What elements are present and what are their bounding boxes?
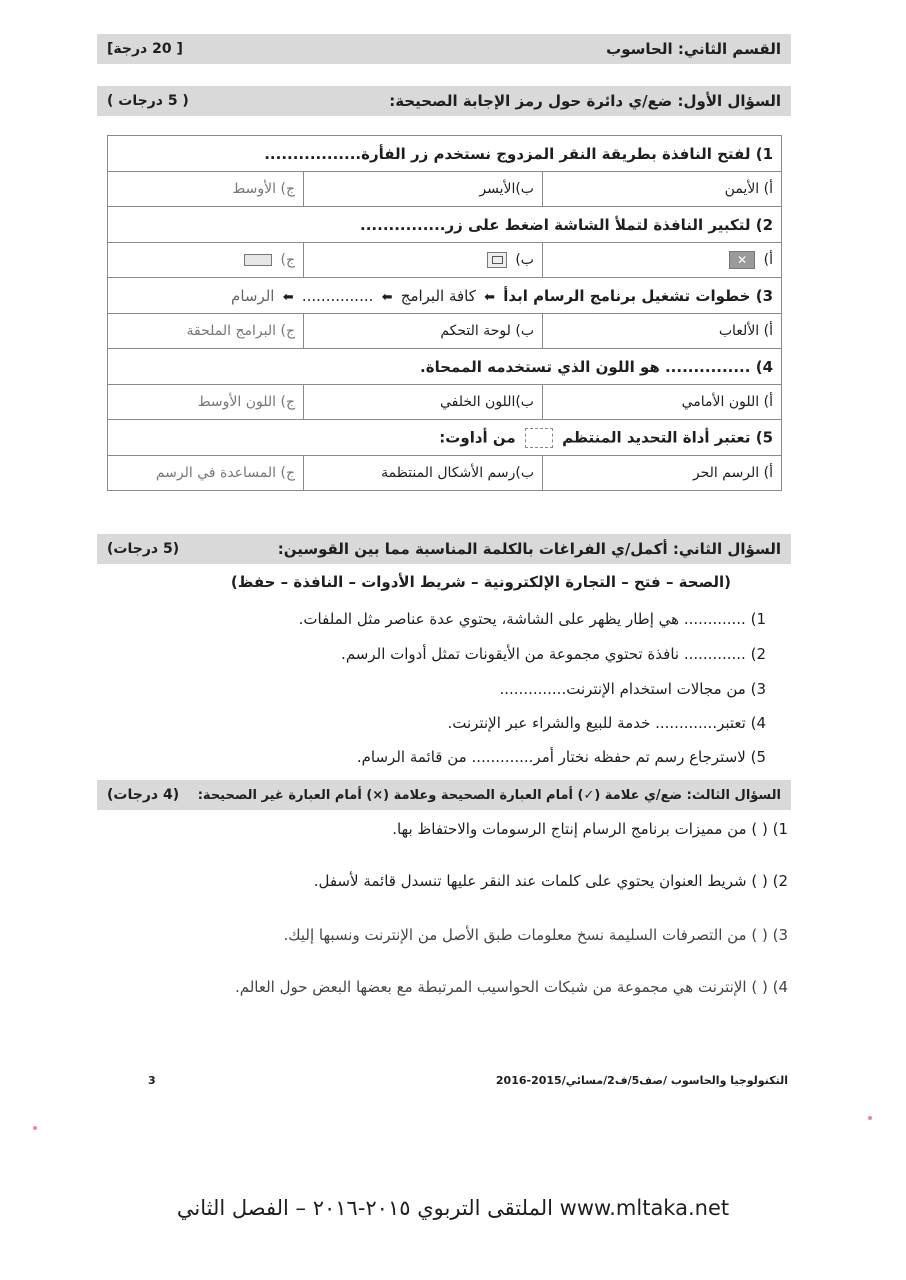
q1-item-5 xyxy=(108,420,782,456)
item-text: تعتبر أداة التحديد المنتظم xyxy=(562,428,751,446)
arrow-left-icon: ⬅ xyxy=(484,289,496,305)
q1-options-2 xyxy=(108,243,782,278)
q2-heading: السؤال الثاني: أكمل/ي الفراغات بالكلمة المناسبة مما بين القوسين: xyxy=(277,540,781,558)
section-marks: [ 20 درجة] xyxy=(107,41,183,57)
q1-heading: السؤال الأول: ضع/ي دائرة حول رمز الإجابة الصحيحة: xyxy=(389,92,781,110)
option-b[interactable] xyxy=(304,243,543,278)
option-c[interactable]: ج) البرامج الملحقة xyxy=(108,314,304,349)
option-a-label: أ) xyxy=(763,252,773,268)
q2-word-bank: (الصحة – فتح – التجارة الإلكترونية – شريط الأدوات – النافذة – حفظ) xyxy=(230,573,731,591)
option-a[interactable]: أ) الأيمن xyxy=(543,172,782,207)
q2-item-3: 3) من مجالات استخدام الإنترنت.............. xyxy=(499,680,766,698)
minimize-window-icon xyxy=(244,254,272,266)
option-c[interactable] xyxy=(108,243,304,278)
option-b[interactable]: ب)الأيسر xyxy=(304,172,543,207)
q1-options-1 xyxy=(108,172,782,207)
footer-course-info: التكنولوجيا والحاسوب /صف5/ف2/مسائي/2015-2016 xyxy=(495,1074,788,1087)
section-title: القسم الثاني: الحاسوب xyxy=(606,40,781,58)
option-c-label: ج) xyxy=(280,252,295,268)
page-number: 3 xyxy=(148,1074,156,1087)
item-text-2: من أداوت: xyxy=(439,428,516,446)
option-b-label: ب) xyxy=(515,252,534,268)
q1-item-1 xyxy=(108,136,782,172)
q2-item-1: 1) ............. هي إطار يظهر على الشاشة، يحتوي عدة عناصر مثل الملفات. xyxy=(298,610,766,628)
option-a[interactable] xyxy=(543,243,782,278)
q2-marks: (5 درجات) xyxy=(107,541,180,557)
item-text-2: كافة البرامج xyxy=(400,286,476,305)
q3-item-2: 2) ( ) شريط العنوان يحتوي على كلمات عند النقر عليها تنسدل قائمة لأسفل. xyxy=(313,872,788,890)
arrow-left-icon: ⬅ xyxy=(282,289,294,305)
q1-table xyxy=(107,135,782,491)
item-number: 2) xyxy=(755,215,773,234)
q2-header xyxy=(97,534,791,564)
q1-item-2 xyxy=(108,207,782,243)
maximize-window-icon xyxy=(487,252,507,268)
item-text: خطوات تشغيل برنامج الرسام ابدأ xyxy=(503,286,751,305)
q2-item-4: 4) تعتبر............. خدمة للبيع والشراء عبر الإنترنت. xyxy=(447,714,766,732)
item-number: 5) xyxy=(755,428,773,446)
q1-header xyxy=(97,86,791,116)
item-text: لتكبير النافذة لتملأ الشاشة اضغط على زر............... xyxy=(360,215,751,234)
q1-item-3 xyxy=(108,278,782,314)
rectangular-select-icon xyxy=(525,428,553,448)
q1-options-5 xyxy=(108,456,782,491)
item-number: 3) xyxy=(755,286,773,305)
q3-header xyxy=(97,780,791,810)
option-b[interactable]: ب)اللون الخلفي xyxy=(304,385,543,420)
scan-speck xyxy=(33,1126,37,1130)
option-c[interactable]: ج) المساعدة في الرسم xyxy=(108,456,304,491)
close-window-icon: ✕ xyxy=(729,251,755,269)
item-text: ............... هو اللون الذي تستخدمه الممحاة. xyxy=(420,357,751,376)
item-number: 1) xyxy=(755,144,773,163)
site-watermark: www.mltaka.net الملتقى التربوي ٢٠١٥-٢٠١٦ – الفصل الثاني xyxy=(176,1196,730,1220)
q3-item-1: 1) ( ) من مميزات برنامج الرسام إنتاج الرسومات والاحتفاظ بها. xyxy=(392,820,788,838)
q1-options-4 xyxy=(108,385,782,420)
item-text-4: الرسام xyxy=(231,286,275,305)
item-text: لفتح النافذة بطريقة النقر المزدوج نستخدم زر الفأرة................. xyxy=(264,144,751,163)
scan-speck xyxy=(868,1116,872,1120)
option-a[interactable]: أ) الألعاب xyxy=(543,314,782,349)
q3-marks: (4 درجات) xyxy=(107,787,180,803)
q3-item-4: 4) ( ) الإنترنت هي مجموعة من شبكات الحواسيب المرتبطة مع بعضها البعض حول العالم. xyxy=(234,978,788,996)
q1-options-3 xyxy=(108,314,782,349)
q2-item-5: 5) لاسترجاع رسم تم حفظه نختار أمر............. من قائمة الرسام. xyxy=(356,748,766,766)
option-c[interactable]: ج) اللون الأوسط xyxy=(108,385,304,420)
q3-item-3: 3) ( ) من التصرفات السليمة نسخ معلومات طبق الأصل من الإنترنت ونسبها إليك. xyxy=(283,926,788,944)
section-header xyxy=(97,34,791,64)
q2-item-2: 2) ............. نافذة تحتوي مجموعة من الأيقونات تمثل أدوات الرسم. xyxy=(341,645,766,663)
option-a[interactable]: أ) الرسم الحر xyxy=(543,456,782,491)
option-b[interactable]: ب)رسم الأشكال المنتظمة xyxy=(304,456,543,491)
q1-item-4 xyxy=(108,349,782,385)
item-number: 4) xyxy=(755,357,773,376)
q3-heading: السؤال الثالث: ضع/ي علامة (✓) أمام العبارة الصحيحة وعلامة (×) أمام العبارة غير الصحيحة: xyxy=(197,787,781,803)
item-blank: ............... xyxy=(301,286,374,305)
option-a[interactable]: أ) اللون الأمامي xyxy=(543,385,782,420)
arrow-left-icon: ⬅ xyxy=(381,289,393,305)
q1-marks: ( 5 درجات ) xyxy=(107,93,189,109)
option-b[interactable]: ب) لوحة التحكم xyxy=(304,314,543,349)
option-c[interactable]: ج) الأوسط xyxy=(108,172,304,207)
